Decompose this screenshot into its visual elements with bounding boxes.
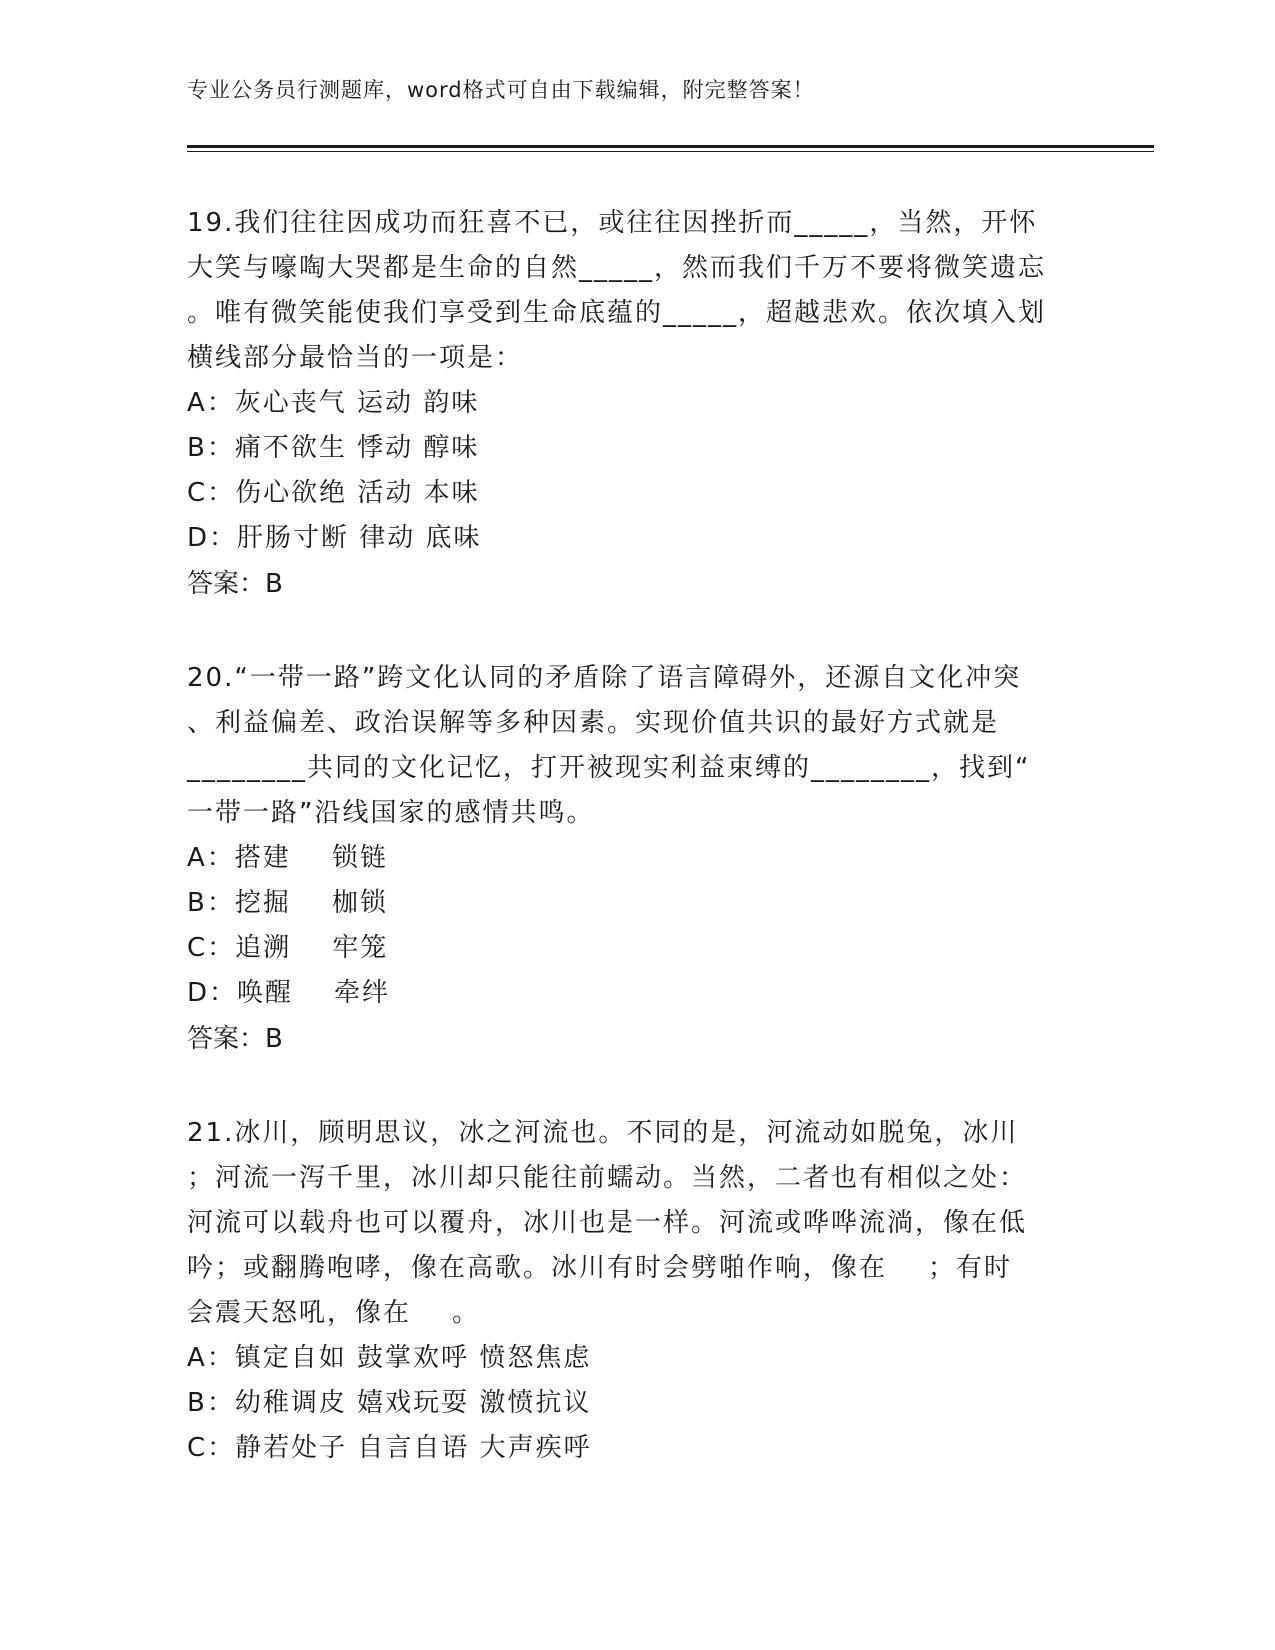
question-stem-line: ；河流一泻千里，冰川却只能往前蠕动。当然，二者也有相似之处： [187,1163,1028,1193]
question-stem-line: 吟；或翻腾咆哮，像在高歌。冰川有时会劈啪作响，像在 ；有时 [187,1253,1013,1283]
question-stem-line: 。唯有微笑能使我们享受到生命底蕴的_____，超越悲欢。依次填入划 [187,298,1047,328]
answer: 答案：B [187,569,283,599]
question-stem-line: 河流可以载舟也可以覆舟，冰川也是一样。河流或哗哗流淌，像在低 [187,1208,1028,1238]
question-stem-line: 横线部分最恰当的一项是： [187,343,524,373]
question-stem-line: 大笑与嚎啕大哭都是生命的自然_____，然而我们千万不要将微笑遗忘 [187,253,1047,283]
header-rule-thick [187,145,1154,148]
option-a: A：镇定自如 鼓掌欢呼 愤怒焦虑 [187,1343,592,1373]
option-b: B：挖掘 枷锁 [187,888,388,918]
question-stem-line: 21.冰川，顾明思议，冰之河流也。不同的是，河流动如脱兔，冰川 [187,1118,1019,1148]
option-c: C：静若处子 自言自语 大声疾呼 [187,1433,592,1463]
question-stem-line: 19.我们往往因成功而狂喜不已，或往往因挫折而_____，当然，开怀 [187,208,1038,238]
option-a: A：灰心丧气 运动 韵味 [187,388,480,418]
question-stem-line: ________共同的文化记忆，打开被现实利益束缚的________，找到“ [187,753,1031,783]
answer: 答案：B [187,1024,283,1054]
option-a: A：搭建 锁链 [187,843,388,873]
option-b: B：痛不欲生 悸动 醇味 [187,433,480,463]
question-19 [187,201,1087,607]
question-stem-line: 、利益偏差、政治误解等多种因素。实现价值共识的最好方式就是 [187,708,1000,738]
option-c: C：追溯 牢笼 [187,933,389,963]
question-stem-line: 一带一路”沿线国家的感情共鸣。 [187,798,595,828]
question-21 [187,1111,1087,1471]
page-header: 专业公务员行测题库，word格式可自由下载编辑，附完整答案！ [187,78,815,102]
question-20 [187,656,1087,1062]
question-stem-line: 会震天怒吼，像在 。 [187,1298,481,1328]
header-rule-thin [187,151,1154,152]
option-b: B：幼稚调皮 嬉戏玩耍 激愤抗议 [187,1388,592,1418]
option-d: D：唤醒 牵绊 [187,978,391,1008]
question-stem-line: 20.“一带一路”跨文化认同的矛盾除了语言障碍外，还源自文化冲突 [187,663,1022,693]
option-d: D：肝肠寸断 律动 底味 [187,523,482,553]
option-c: C：伤心欲绝 活动 本味 [187,478,480,508]
